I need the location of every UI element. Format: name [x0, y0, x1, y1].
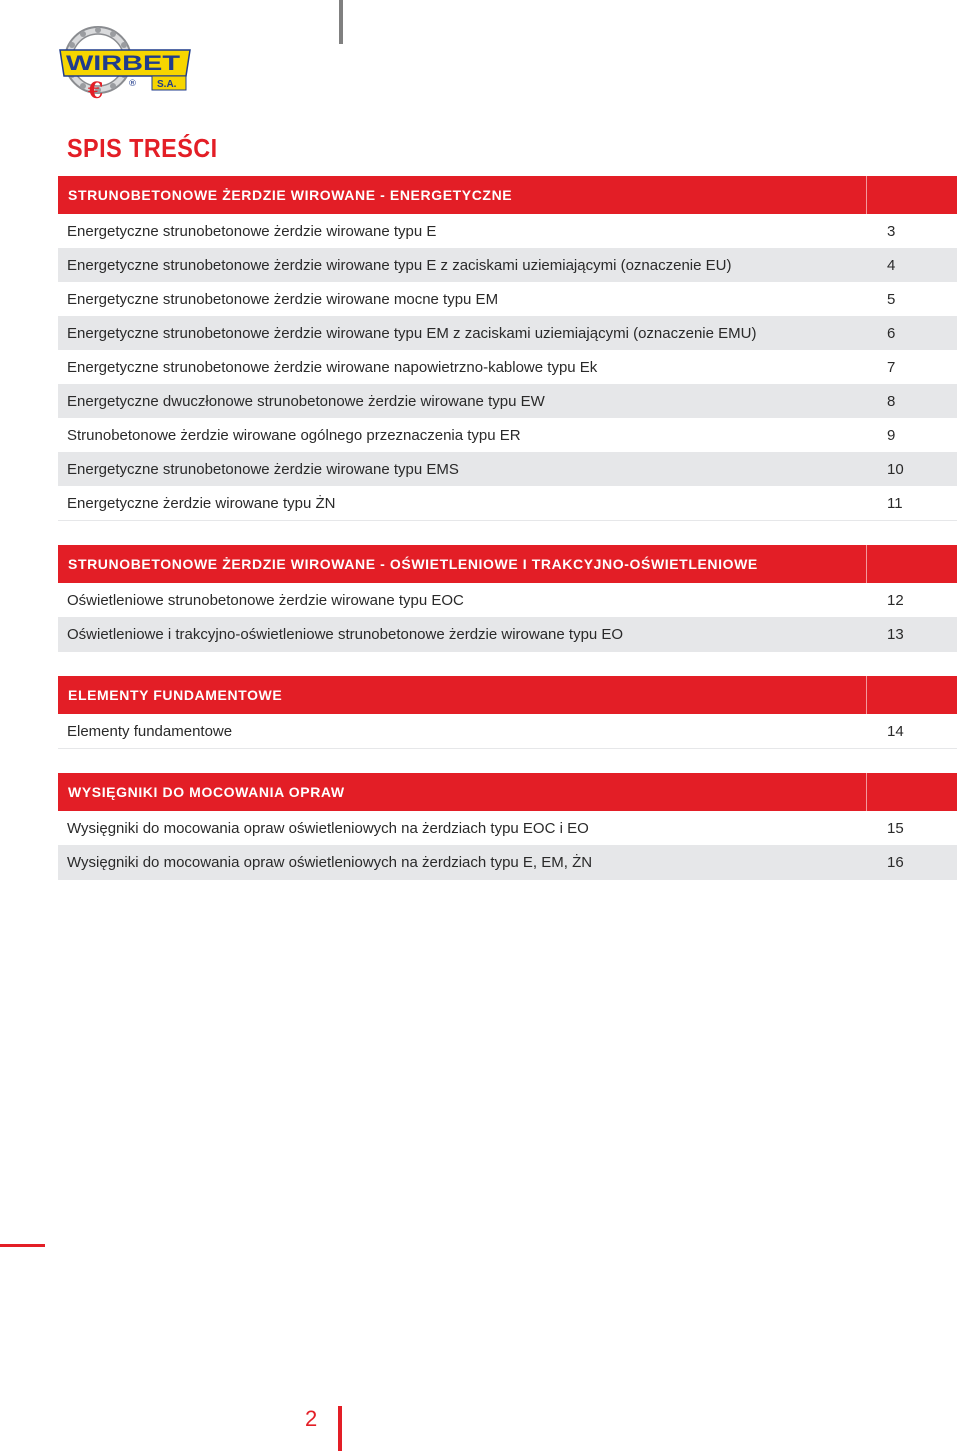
- toc-section: [58, 676, 957, 749]
- toc-entry-label: Energetyczne strunobetonowe żerdzie wirowane typu EMS: [67, 460, 459, 478]
- toc-entry-label: Wysięgniki do mocowania opraw oświetleniowych na żerdziach typu EOC i EO: [67, 819, 589, 837]
- section-title: ELEMENTY FUNDAMENTOWE: [68, 687, 283, 703]
- toc-entry-label: Oświetleniowe i trakcyjno-oświetleniowe strunobetonowe żerdzie wirowane typu EO: [67, 625, 624, 643]
- section-header: [58, 176, 957, 214]
- toc-entry-label: Elementy fundamentowe: [67, 722, 233, 740]
- toc-entry[interactable]: [58, 214, 957, 248]
- toc-entry[interactable]: [58, 384, 957, 418]
- wirbet-logo: [58, 24, 196, 104]
- euro-emblem-icon: €: [88, 78, 104, 104]
- header-divider: [866, 545, 867, 583]
- section-header: [58, 773, 957, 811]
- toc-entry[interactable]: [58, 282, 957, 316]
- toc-section: [58, 773, 957, 880]
- bottom-divider: [338, 1406, 342, 1451]
- top-divider: [339, 0, 343, 44]
- toc-entry[interactable]: [58, 811, 957, 845]
- toc-entry[interactable]: [58, 617, 957, 652]
- toc-section: [58, 545, 957, 652]
- section-title: STRUNOBETONOWE ŻERDZIE WIROWANE - ENERGETYCZNE: [68, 187, 513, 203]
- toc-entry-page: 8: [887, 392, 896, 410]
- page-title: SPIS TREŚCI: [67, 133, 218, 163]
- toc-entry-label: Oświetleniowe strunobetonowe żerdzie wirowane typu EOC: [67, 591, 464, 609]
- section-title: STRUNOBETONOWE ŻERDZIE WIROWANE - OŚWIETLENIOWE I TRAKCYJNO-OŚWIETLENIOWE: [68, 556, 758, 572]
- toc-entry-page: 14: [887, 722, 904, 740]
- toc-entry-page: 6: [887, 324, 896, 342]
- toc-entry[interactable]: [58, 486, 957, 521]
- logo-suffix-text: S.A.: [157, 79, 177, 90]
- toc-entry-page: 11: [887, 494, 903, 512]
- toc-entry-label: Energetyczne strunobetonowe żerdzie wirowane mocne typu EM: [67, 290, 499, 308]
- page-number: 2: [305, 1406, 318, 1431]
- header-divider: [866, 176, 867, 214]
- toc-entry[interactable]: [58, 583, 957, 617]
- toc-entry-label: Energetyczne strunobetonowe żerdzie wirowane typu E z zaciskami uziemiającymi (oznaczenie EU): [67, 256, 732, 274]
- toc-entry[interactable]: [58, 350, 957, 384]
- toc-entry-label: Energetyczne dwuczłonowe strunobetonowe żerdzie wirowane typu EW: [67, 392, 545, 410]
- toc-entry[interactable]: [58, 845, 957, 880]
- toc-section: [58, 176, 957, 521]
- toc-entry-label: Energetyczne żerdzie wirowane typu ŻN: [67, 494, 336, 512]
- section-header: [58, 676, 957, 714]
- section-title: WYSIĘGNIKI DO MOCOWANIA OPRAW: [68, 784, 345, 800]
- toc-entry-page: 7: [887, 358, 896, 376]
- toc-entry-page: 15: [887, 819, 904, 837]
- section-header: [58, 545, 957, 583]
- table-of-contents: [58, 176, 957, 904]
- toc-entry-page: 5: [887, 290, 896, 308]
- toc-entry[interactable]: [58, 316, 957, 350]
- toc-entry-label: Energetyczne strunobetonowe żerdzie wirowane typu EM z zaciskami uziemiającymi (oznaczenie EMU): [67, 324, 757, 342]
- toc-entry[interactable]: [58, 452, 957, 486]
- header-divider: [866, 676, 867, 714]
- registered-mark: ®: [128, 79, 137, 89]
- toc-entry[interactable]: [58, 714, 957, 749]
- toc-entry-page: 4: [887, 256, 896, 274]
- toc-entry-label: Strunobetonowe żerdzie wirowane ogólnego przeznaczenia typu ER: [67, 426, 521, 444]
- toc-entry-page: 12: [887, 591, 904, 609]
- toc-entry-label: Energetyczne strunobetonowe żerdzie wirowane typu E: [67, 222, 437, 240]
- toc-entry-page: 13: [887, 625, 904, 643]
- toc-entry-page: 10: [887, 460, 904, 478]
- toc-entry-page: 9: [887, 426, 896, 444]
- toc-entry-label: Energetyczne strunobetonowe żerdzie wirowane napowietrzno-kablowe typu Ek: [67, 358, 598, 376]
- toc-entry-page: 16: [887, 853, 904, 871]
- toc-entry-page: 3: [887, 222, 896, 240]
- toc-entry-label: Wysięgniki do mocowania opraw oświetleniowych na żerdziach typu E, EM, ŻN: [67, 853, 593, 871]
- logo-brand-text: WIRBET: [66, 52, 181, 75]
- toc-entry[interactable]: [58, 248, 957, 282]
- header-divider: [866, 773, 867, 811]
- side-marker: [0, 1244, 45, 1247]
- toc-entry[interactable]: [58, 418, 957, 452]
